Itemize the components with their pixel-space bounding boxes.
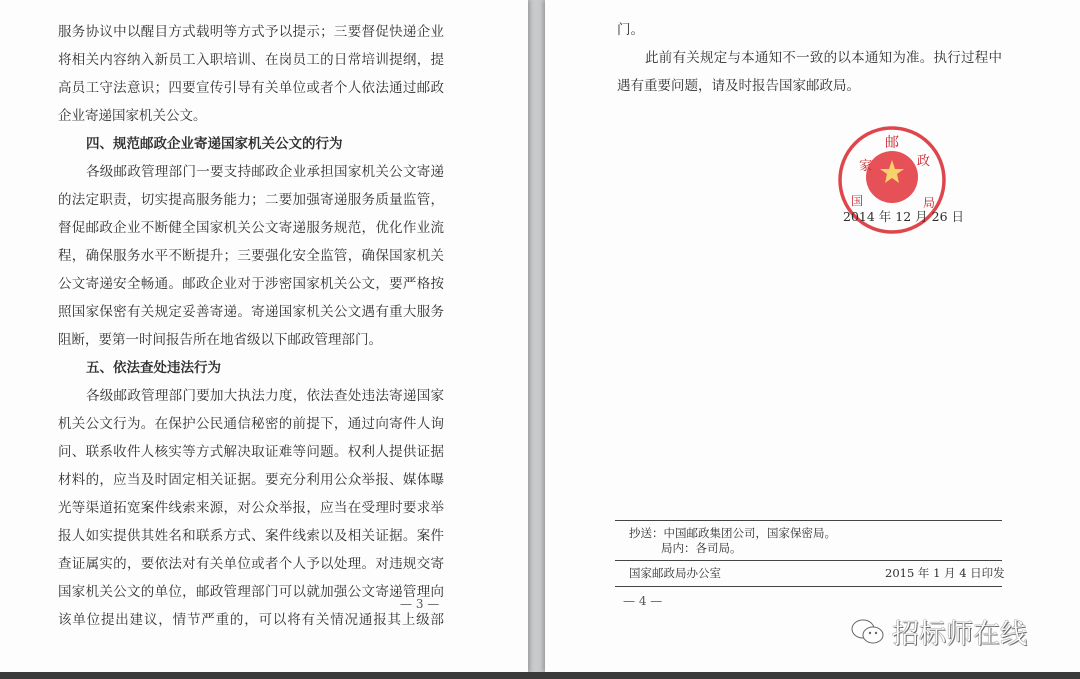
cc-recipients: 抄送：中国邮政集团公司，国家保密局。 bbox=[629, 526, 836, 540]
watermark-text: 招标师在线 bbox=[892, 619, 1027, 650]
svg-text:邮: 邮 bbox=[885, 135, 899, 151]
text-line: 公文寄递安全畅通。邮政企业对于涉密国家机关公文，要严格按 bbox=[58, 276, 444, 292]
text-line: 服务协议中以醒目方式载明等方式予以提示；三要督促快递企业 bbox=[58, 24, 444, 40]
text-line: 问、联系收件人核实等方式解决取证难等问题。权利人提供证据 bbox=[58, 444, 444, 460]
text-line: 督促邮政企业不断健全国家机关公文寄递服务规范，优化作业流 bbox=[58, 220, 444, 236]
text-line: 的法定职责，切实提高服务能力；二要加强寄递服务质量监管， bbox=[58, 192, 444, 208]
page-4-body bbox=[617, 16, 1002, 100]
document-page-4 bbox=[545, 0, 1080, 672]
text-line: 将相关内容纳入新员工入职培训、在岗员工的日常培训提纲，提 bbox=[58, 52, 444, 68]
svg-text:国: 国 bbox=[851, 194, 864, 208]
cc-internal: 局内：各司局。 bbox=[661, 541, 742, 555]
text-line: 遇有重要问题，请及时报告国家邮政局。 bbox=[617, 78, 860, 94]
section-heading: 五、依法查处违法行为 bbox=[86, 360, 221, 376]
section-heading: 四、规范邮政企业寄递国家机关公文的行为 bbox=[86, 136, 343, 152]
text-line: 程，确保服务水平不断提升；三要强化安全监管，确保国家机关 bbox=[58, 248, 444, 264]
text-line: 机关公文行为。在保护公民通信秘密的前提下，通过向寄件人询 bbox=[58, 416, 444, 432]
issuer: 国家邮政局办公室 bbox=[629, 566, 721, 580]
issue-date: 2015 年 1 月 4 日印发 bbox=[885, 566, 1005, 580]
text-line: 门。 bbox=[617, 22, 644, 38]
text-line: 此前有关规定与本通知不一致的以本通知为准。执行过程中 bbox=[645, 50, 1002, 66]
text-line: 阻断，要第一时间报告所在地省级以下邮政管理部门。 bbox=[58, 332, 382, 348]
wechat-icon bbox=[850, 617, 886, 647]
page-number: — 3 — bbox=[400, 597, 440, 611]
page-3-body bbox=[58, 18, 444, 634]
text-line: 该单位提出建议，情节严重的，可以将有关情况通报其上级部 bbox=[58, 612, 444, 628]
svg-text:局: 局 bbox=[923, 196, 936, 210]
svg-text:政: 政 bbox=[917, 154, 931, 169]
text-line: 材料的，应当及时固定相关证据。要充分利用公众举报、媒体曝 bbox=[58, 472, 444, 488]
text-line: 光等渠道拓宽案件线索来源，对公众举报，应当在受理时要求举 bbox=[58, 500, 444, 516]
text-line: 企业寄递国家机关公文。 bbox=[58, 108, 207, 124]
bottom-edge bbox=[0, 672, 1080, 679]
text-line: 国家机关公文的单位，邮政管理部门可以就加强公文寄递管理向 bbox=[58, 584, 444, 600]
text-line: 各级邮政管理部门一要支持邮政企业承担国家机关公文寄递 bbox=[86, 164, 444, 180]
divider bbox=[615, 586, 1002, 587]
text-line: 照国家保密有关规定妥善寄递。寄递国家机关公文遇有重大服务 bbox=[58, 304, 444, 320]
divider bbox=[615, 560, 1002, 561]
document-page-3 bbox=[0, 0, 528, 672]
text-line: 查证属实的，要依法对有关单位或者个人予以处理。对违规交寄 bbox=[58, 556, 444, 572]
text-line: 高员工守法意识；四要宣传引导有关单位或者个人依法通过邮政 bbox=[58, 80, 444, 96]
page-number: — 4 — bbox=[623, 594, 663, 608]
text-line: 报人如实提供其姓名和联系方式、案件线索以及相关证据。案件 bbox=[58, 528, 444, 544]
signature-date: 2014 年 12 月 26 日 bbox=[843, 209, 964, 224]
svg-text:家: 家 bbox=[859, 159, 873, 174]
text-line: 各级邮政管理部门要加大执法力度，依法查处违法寄递国家 bbox=[86, 388, 444, 404]
divider bbox=[615, 520, 1002, 521]
watermark bbox=[850, 612, 1027, 651]
